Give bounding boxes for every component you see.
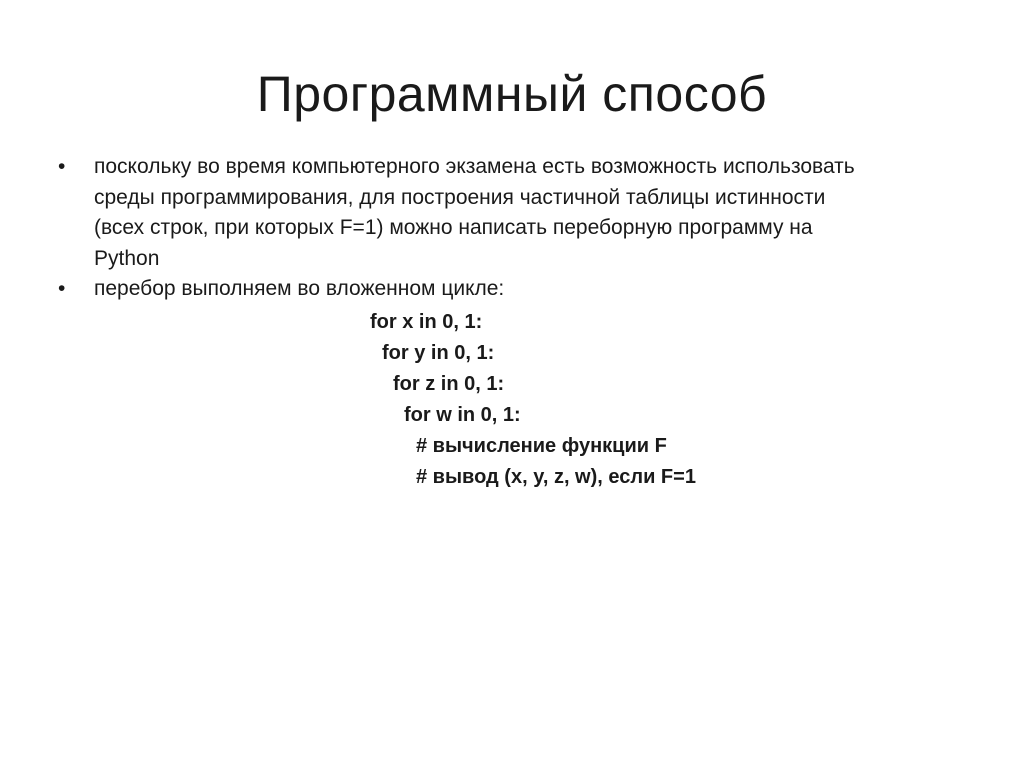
bullet-item-nested-loop (58, 274, 958, 305)
bullet-icon: • (58, 277, 66, 300)
code-line-loop-y: for y in 0, 1: (382, 342, 495, 364)
code-line-comment-compute: # вычисление функции F (416, 435, 667, 457)
bullet-item-programming-env (58, 152, 958, 274)
bullet-text-line: (всех строк, при которых F=1) можно написать переборную программу на (94, 216, 813, 239)
bullet-text-line: поскольку во время компьютерного экзамена есть возможность использовать (94, 155, 855, 178)
bullet-icon: • (58, 155, 66, 178)
code-block (370, 307, 696, 493)
bullet-text-line: среды программирования, для построения частичной таблицы истинности (94, 185, 826, 209)
bullet-text-line: Python (94, 246, 160, 270)
code-line-loop-x: for x in 0, 1: (370, 311, 483, 333)
bullet-text-line: перебор выполняем во вложенном цикле: (94, 277, 505, 300)
slide-title: Программный способ (256, 66, 768, 122)
bullet-list (58, 152, 958, 305)
code-line-comment-output: # вывод (x, y, z, w), если F=1 (416, 466, 696, 488)
code-line-loop-z: for z in 0, 1: (393, 373, 505, 395)
code-line-loop-w: for w in 0, 1: (404, 404, 521, 426)
